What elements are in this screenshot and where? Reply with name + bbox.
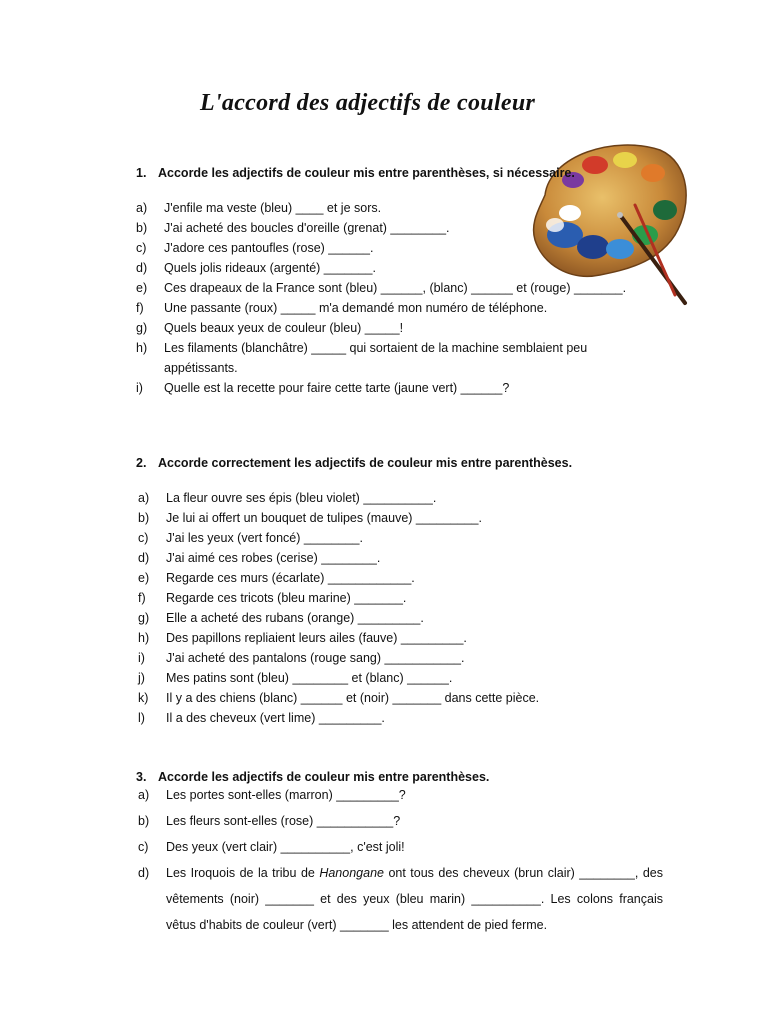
- section-instruction: Accorde les adjectifs de couleur mis entre parenthèses.: [158, 770, 490, 784]
- section-number: 1.: [136, 166, 147, 180]
- list-item: e) Regarde ces murs (écarlate) ____________.: [138, 571, 415, 585]
- section-instruction: Accorde les adjectifs de couleur mis entre parenthèses, si nécessaire.: [158, 166, 575, 180]
- section-2-heading: [136, 456, 572, 470]
- section-number: 3.: [136, 770, 147, 784]
- list-item: a) Les portes sont-elles (marron) _________?: [138, 788, 406, 802]
- list-item: c) J'adore ces pantoufles (rose) ______.: [136, 241, 374, 255]
- section-instruction: Accorde correctement les adjectifs de couleur mis entre parenthèses.: [158, 456, 573, 470]
- list-item: d) Quels jolis rideaux (argenté) _______.: [136, 261, 376, 275]
- list-item-text: Les Iroquois de la tribu de Hanongane ont tous des cheveux (brun clair) ________, des vêtements (noir) _______ et des yeux (bleu marin) __________. Les colons français vêtus d'habits de couleur (vert) _______ les attendent de pied ferme.: [166, 866, 663, 932]
- list-item: h) Des papillons repliaient leurs ailes (fauve) _________.: [138, 631, 467, 645]
- list-item: i) J'ai acheté des pantalons (rouge sang) ___________.: [138, 651, 465, 665]
- list-item: a) La fleur ouvre ses épis (bleu violet) __________.: [138, 491, 437, 505]
- exercise-3-list: [138, 782, 663, 938]
- list-item: a) J'enfile ma veste (bleu) ____ et je sors.: [136, 201, 382, 215]
- exercise-1-list: [136, 198, 626, 398]
- list-item: i) Quelle est la recette pour faire cette tarte (jaune vert) ______?: [136, 381, 510, 395]
- list-item: d) J'ai aimé ces robes (cerise) ________.: [138, 551, 381, 565]
- list-item: j) Mes patins sont (bleu) ________ et (blanc) ______.: [138, 671, 453, 685]
- list-item: k) Il y a des chiens (blanc) ______ et (noir) _______ dans cette pièce.: [138, 691, 540, 705]
- list-item: g) Elle a acheté des rubans (orange) _________.: [138, 611, 424, 625]
- list-item: c) J'ai les yeux (vert foncé) ________.: [138, 531, 363, 545]
- section-number: 2.: [136, 456, 147, 470]
- list-item: h) Les filaments (blanchâtre) _____ qui sortaient de la machine semblaient peu appétissants.: [136, 341, 588, 375]
- tribe-name: Hanongane: [319, 866, 384, 880]
- page-title: L'accord des adjectifs de couleur: [200, 90, 536, 116]
- section-1-heading: [136, 166, 575, 180]
- list-item: b) Les fleurs sont-elles (rose) ___________?: [138, 814, 401, 828]
- list-item: g) Quels beaux yeux de couleur (bleu) _____!: [136, 321, 404, 335]
- list-item: b) Je lui ai offert un bouquet de tulipes (mauve) _________.: [138, 511, 482, 525]
- list-item: b) J'ai acheté des boucles d'oreille (grenat) ________.: [136, 221, 450, 235]
- list-item: d) Les Iroquois de la tribu de Hanongane ont tous des cheveux (brun clair) ________, des vêtements (noir) _______ et des yeux (bleu marin) __________. Les colons français vêtus d'habits de couleur (vert) _______ les attendent de pied ferme.: [138, 860, 663, 938]
- list-item: c) Des yeux (vert clair) __________, c'est joli!: [138, 840, 405, 854]
- exercise-2-list: [138, 488, 539, 728]
- list-item: f) Regarde ces tricots (bleu marine) _______.: [138, 591, 407, 605]
- list-item: e) Ces drapeaux de la France sont (bleu) ______, (blanc) ______ et (rouge) _______.: [136, 281, 627, 295]
- list-item: l) Il a des cheveux (vert lime) _________.: [138, 711, 385, 725]
- list-item: f) Une passante (roux) _____ m'a demandé mon numéro de téléphone.: [136, 301, 548, 315]
